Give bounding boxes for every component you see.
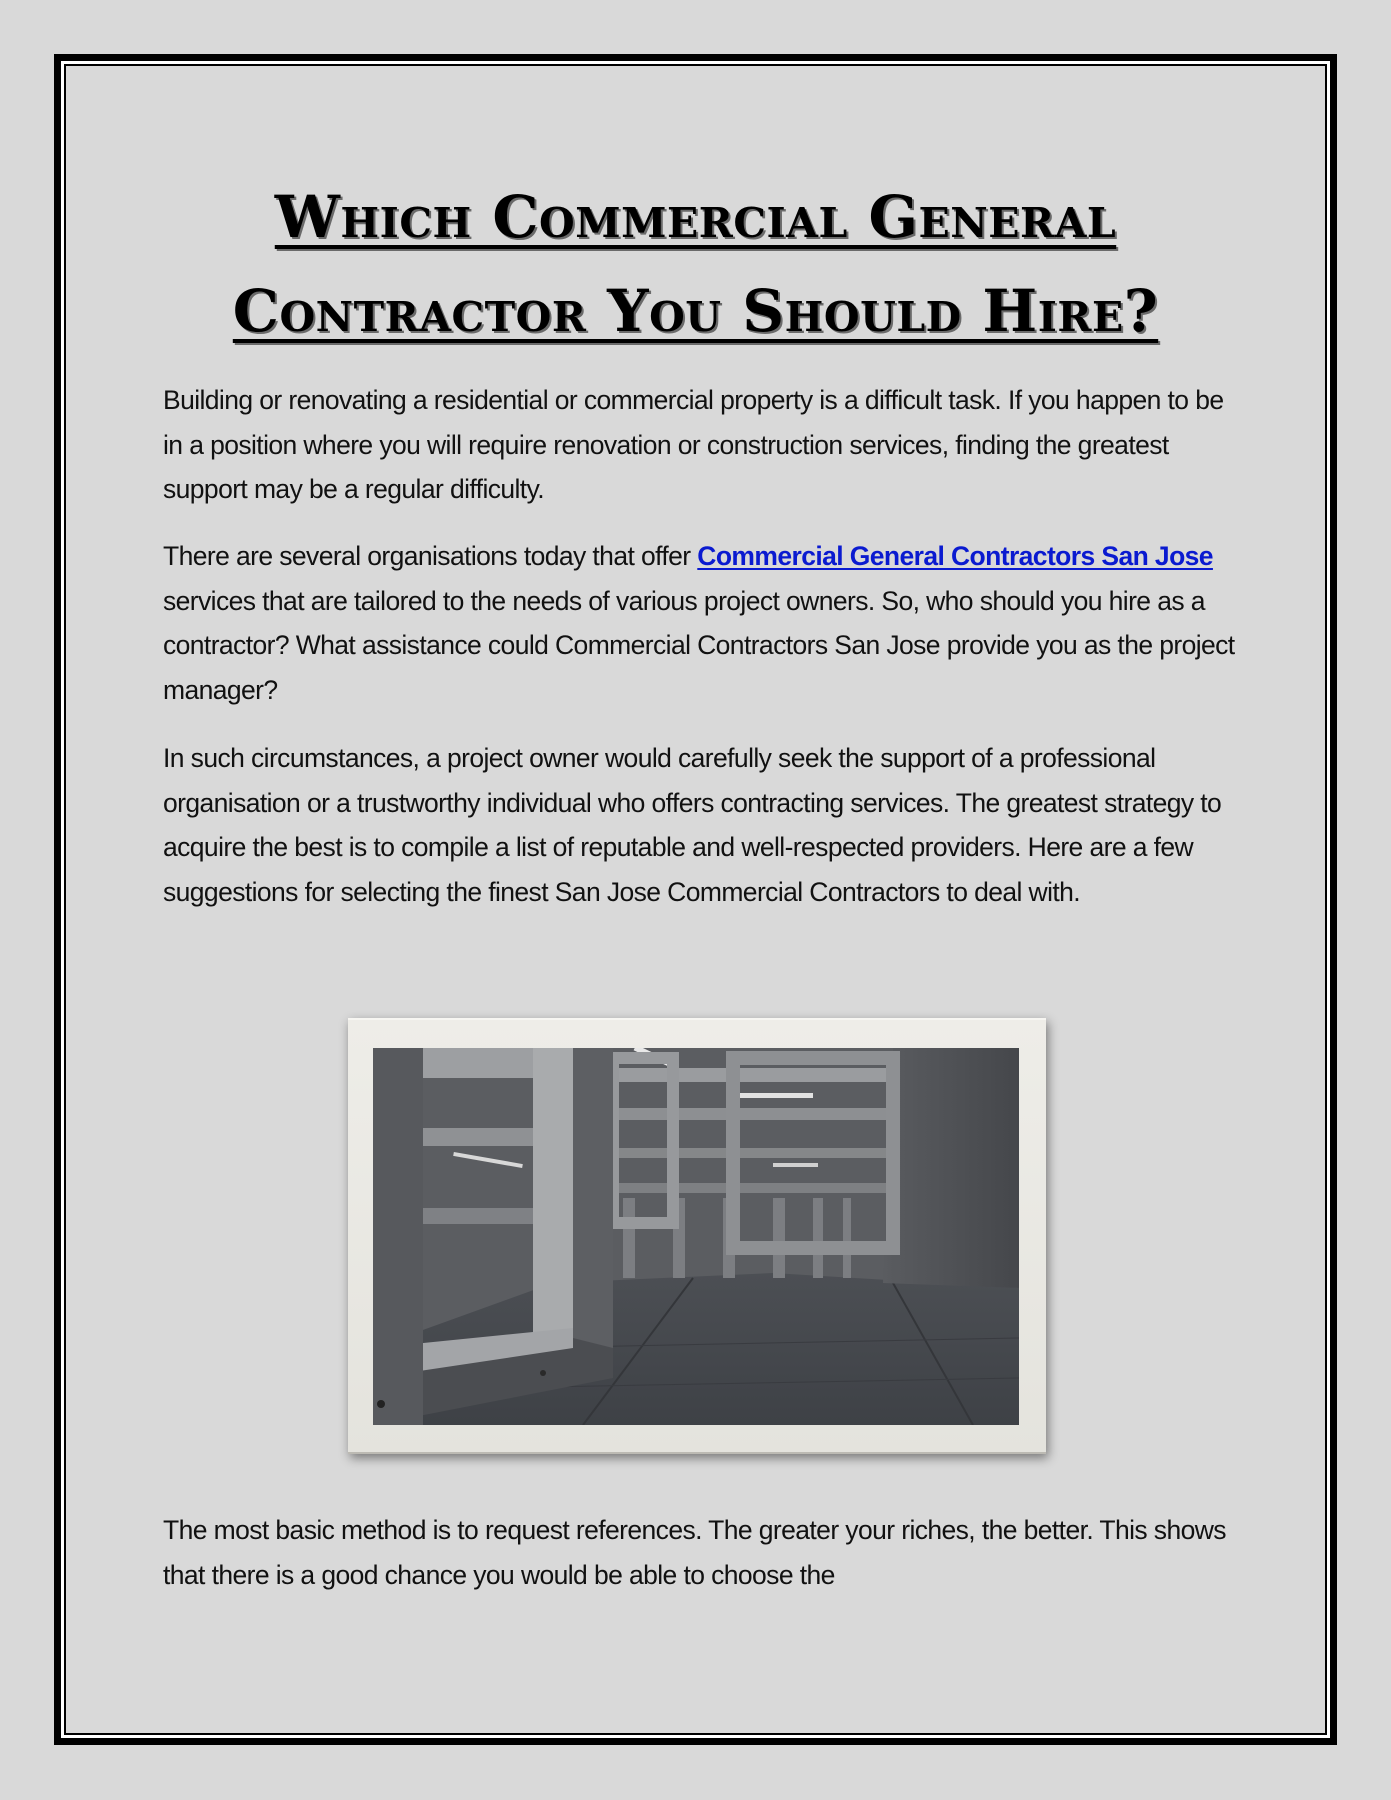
title-line-2: Contractor You Should Hire?: [232, 277, 1159, 345]
paragraph-4-text: The most basic method is to request references. The greater your riches, the better. This shows that there is a good chance you would be able to choose the: [163, 1515, 1226, 1590]
document-title: [150, 170, 1241, 358]
paragraph-2-after-link: services that are tailored to the needs of various project owners. So, who should you hire as a contractor? What assistance could Commercial Contractors San Jose provide you as the project manager?: [163, 585, 1235, 706]
commercial-general-contractors-link[interactable]: Commercial General Contractors San Jose: [697, 541, 1213, 571]
figure-frame: [348, 1018, 1046, 1454]
paragraph-2: [163, 534, 1243, 713]
paragraph-1: [163, 378, 1243, 512]
construction-photo-illustration: [373, 1048, 1019, 1425]
paragraph-2-text: [163, 534, 1243, 713]
paragraph-4: [163, 1508, 1243, 1597]
paragraph-3: [163, 736, 1243, 915]
paragraph-1-text: Building or renovating a residential or commercial property is a difficult task. If you happen to be in a position where you will require renovation or construction services, finding the greatest support may be a regular difficulty.: [163, 385, 1224, 505]
construction-interior-photo: [373, 1048, 1019, 1425]
paragraph-3-text: In such circumstances, a project owner would carefully seek the support of a professional organisation or a trustworthy individual who offers contracting services. The greatest strategy to acquire the best is to compile a list of reputable and well-respected providers. Here are a few suggestions for selecting the finest San Jose Commercial Contractors to deal with.: [163, 743, 1222, 908]
title-line-1: Which Commercial General: [274, 183, 1117, 251]
paragraph-2-before-link: There are several organisations today that offer: [163, 541, 698, 571]
